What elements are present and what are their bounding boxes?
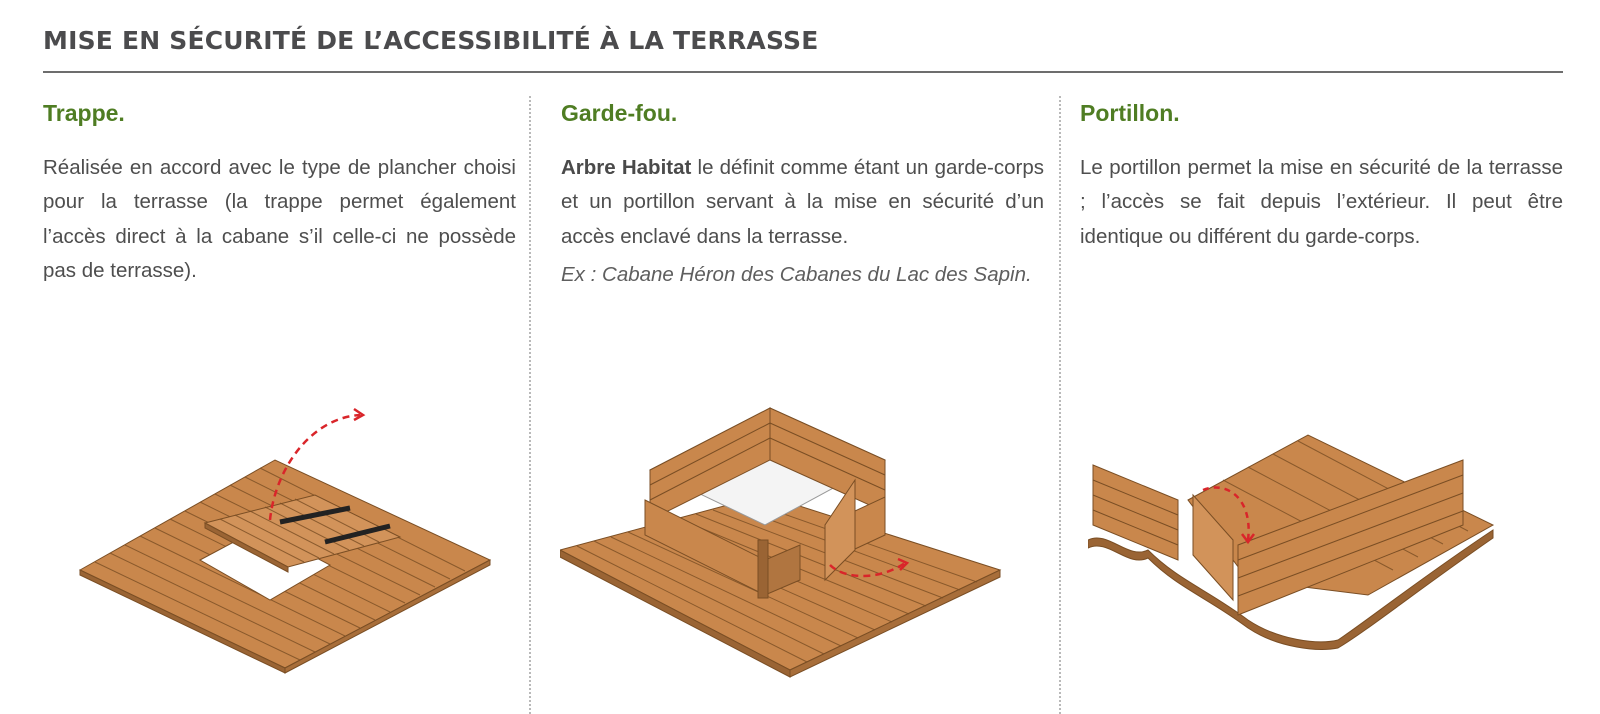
section-body: Le portillon permet la mise en sécurité de la terrasse ; l’accès se fait depuis l’extérieur. Il peut être identique ou différent du garde-corps. bbox=[1080, 156, 1563, 248]
title-divider bbox=[43, 71, 1563, 73]
section-body bbox=[561, 151, 1044, 254]
section-trappe bbox=[43, 95, 516, 288]
section-heading: Portillon. bbox=[1080, 100, 1180, 126]
trapdoor-deck-illustration bbox=[60, 400, 500, 680]
guardrail-deck-illustration bbox=[560, 400, 1010, 685]
column-separator bbox=[1059, 96, 1061, 714]
section-heading: Trappe. bbox=[43, 100, 125, 126]
page-title: MISE EN SÉCURITÉ DE L’ACCESSIBILITÉ À LA TERRASSE bbox=[43, 26, 819, 55]
section-example: Ex : Cabane Héron des Cabanes du Lac des Sapin. bbox=[561, 262, 1032, 286]
gate-deck-illustration bbox=[1088, 430, 1498, 650]
section-body: Réalisée en accord avec le type de plancher choisi pour la terrasse (la trappe permet également l’accès direct à la cabane s’il celle-ci ne possède pas de terrasse). bbox=[43, 156, 516, 282]
section-heading: Garde-fou. bbox=[561, 100, 678, 126]
section-garde-fou bbox=[561, 95, 1044, 292]
section-portillon bbox=[1080, 95, 1563, 254]
section-body-text: le définit comme étant un garde-corps et un portillon servant à la mise en sécurité d’un accès enclavé dans la terrasse. bbox=[561, 156, 1045, 248]
column-separator bbox=[529, 96, 531, 714]
brand-name: Arbre Habitat bbox=[561, 156, 692, 179]
